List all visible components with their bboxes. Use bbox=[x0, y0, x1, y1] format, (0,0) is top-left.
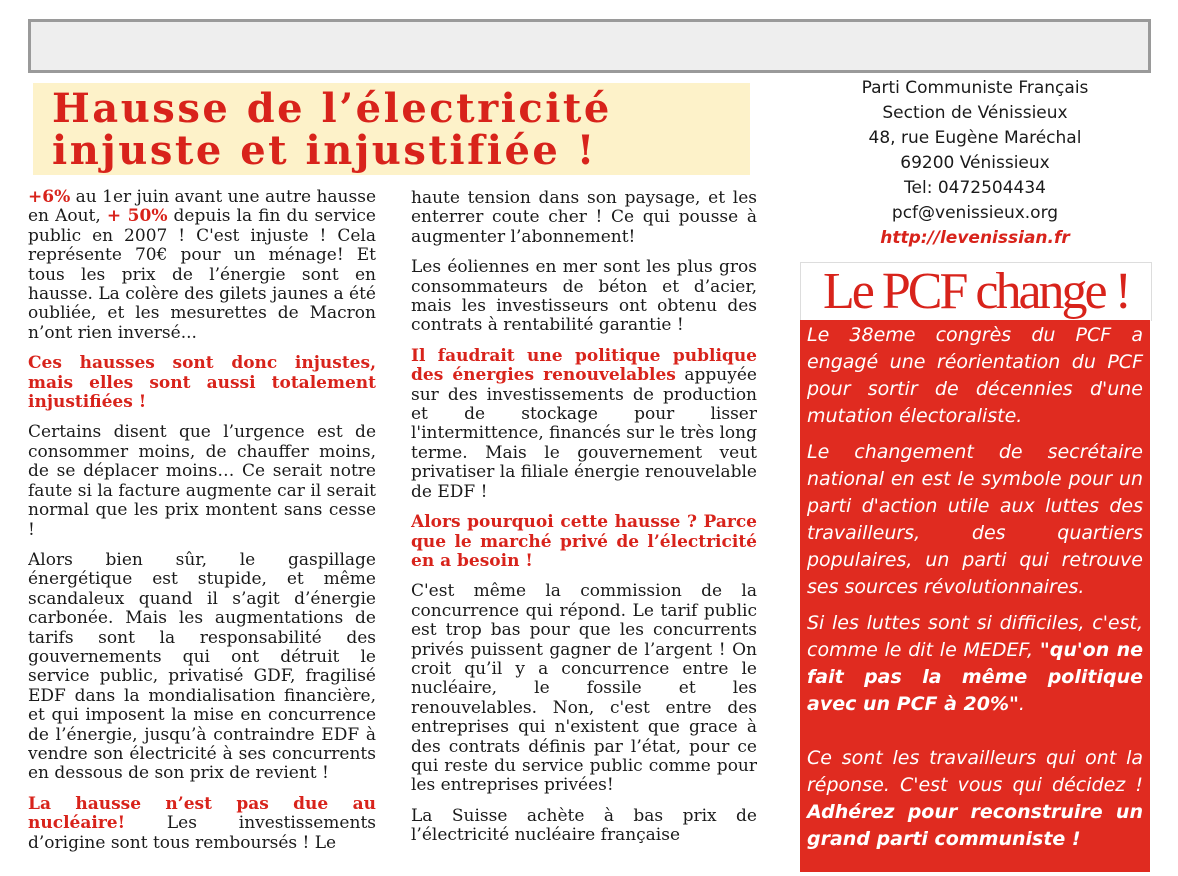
email-address: pcf@venissieux.org bbox=[891, 203, 1059, 223]
top-banner-bar bbox=[28, 19, 1151, 73]
call-to-action: Adhérez pour reconstruire un grand parti communiste ! bbox=[807, 801, 1143, 850]
callout-paragraph bbox=[807, 610, 1143, 718]
text: Si les luttes sont si difficiles, c'est, comme le dit le MEDEF, bbox=[807, 612, 1143, 661]
text: Les investissements d’origine sont tous remboursés ! Le bbox=[28, 813, 376, 853]
paragraph: C'est même la commission de la concurrence qui répond. Le tarif public est trop bas pour que les concurrents privés puissent gagner de l’argent ! On croit qu’il y a concurrence entre le nucléaire, le fossile et les renouvelables. Non, c'est entre des entreprises qui n'existent que grace à des contrats définis par l’état, pour ce qui reste du service public comme pour les entreprises privées! bbox=[411, 581, 757, 796]
subheading: Ces hausses sont donc injustes, mais elles sont aussi totalement injustifiées ! bbox=[28, 353, 376, 413]
paragraph: Les éoliennes en mer sont les plus gros consommateurs de béton et d’acier, mais les investisseurs ont obtenu des contrats à rentabilité garantie ! bbox=[411, 257, 757, 336]
article-column-1 bbox=[28, 188, 376, 875]
logo-text: Le PCF change ! bbox=[823, 263, 1129, 320]
paragraph bbox=[28, 795, 376, 853]
article-column-2 bbox=[411, 189, 757, 876]
headline-banner bbox=[33, 83, 750, 175]
pcf-change-logo bbox=[800, 262, 1152, 321]
callout-paragraph: Le 38eme congrès du PCF a engagé une réorientation du PCF pour sortir de décennies d'une mutation électoraliste. bbox=[807, 324, 1143, 427]
quote: "qu'on ne fait pas la même politique avec un PCF à 20%" bbox=[807, 639, 1143, 715]
highlight-phrase: Il faudrait une politique publique des énergies renouvelables bbox=[411, 345, 757, 386]
paragraph bbox=[411, 347, 757, 502]
highlight-figure: +6% bbox=[28, 188, 71, 207]
subheading: Alors pourquoi cette hausse ? Parce que le marché privé de l’électricité en a besoin ! bbox=[411, 512, 757, 571]
text: Ce sont les travailleurs qui ont la réponse. C'est vous qui décidez ! bbox=[807, 747, 1143, 796]
paragraph: Alors bien sûr, le gaspillage énergétique est stupide, et même scandaleux quand il s’agit d’énergie carbonée. Mais les augmentations de tarifs sont la responsabilité des gouvernements qui ont détruit le service public, privatisé GDF, fragilisé EDF dans la mondialisation financière, et qui imposent la mise en concurrence de l’énergie, jusqu’à contraindre EDF à vendre son électricité à ses concurrents en dessous de son prix de revient ! bbox=[28, 549, 376, 784]
phone-number: Tel: 0472504434 bbox=[904, 178, 1046, 198]
street-address: 48, rue Eugène Maréchal bbox=[868, 128, 1082, 148]
headline-line-2: injuste et injustifiée ! bbox=[52, 127, 597, 174]
text: au 1er juin avant une autre hausse en Aout, bbox=[28, 188, 376, 227]
contact-block bbox=[800, 76, 1150, 251]
text: depuis la fin du service public en 2007 ! C'est injuste ! Cela représente 70€ pour un ménage! Et tous les prix de l’énergie sont en hausse. La colère des gilets jaunes a été oubliée, et les mesurettes de Macron n’ont rien inversé... bbox=[28, 206, 376, 343]
highlight-phrase: La hausse n’est pas due au nucléaire! bbox=[28, 793, 376, 834]
city-address: 69200 Vénissieux bbox=[900, 153, 1050, 173]
text: appuyée sur des investissements de production et de stockage pour lisser l'intermittence, financés sur le très long terme. Mais le gouvernement veut privatiser la filiale énergie renouvelable de EDF ! bbox=[411, 365, 757, 502]
organization-name: Parti Communiste Français bbox=[861, 78, 1089, 98]
membership-callout bbox=[800, 320, 1150, 872]
paragraph: Certains disent que l’urgence est de consommer moins, de chauffer moins, de se déplacer moins… Ce serait notre faute si la facture augmente car il serait normal que les prix montent sans cesse ! bbox=[28, 422, 376, 540]
headline-line-1: Hausse de l’électricité bbox=[52, 85, 612, 132]
highlight-figure: + 50% bbox=[106, 206, 168, 227]
text: . bbox=[1018, 693, 1025, 715]
paragraph: La Suisse achète à bas prix de l’électricité nucléaire française bbox=[411, 805, 757, 846]
paragraph: haute tension dans son paysage, et les enterrer coute cher ! Ce qui pousse à augmenter l’abonnement! bbox=[411, 189, 757, 247]
section-name: Section de Vénissieux bbox=[882, 103, 1068, 123]
callout-paragraph: Le changement de secrétaire national en est le symbole pour un parti d'action utile aux luttes des travailleurs, des quartiers populaires, un parti qui retrouve ses sources révolutionnaires. bbox=[807, 441, 1143, 598]
website-link[interactable]: http://levenissian.fr bbox=[880, 228, 1070, 248]
paragraph bbox=[28, 188, 376, 343]
callout-paragraph bbox=[807, 745, 1143, 853]
